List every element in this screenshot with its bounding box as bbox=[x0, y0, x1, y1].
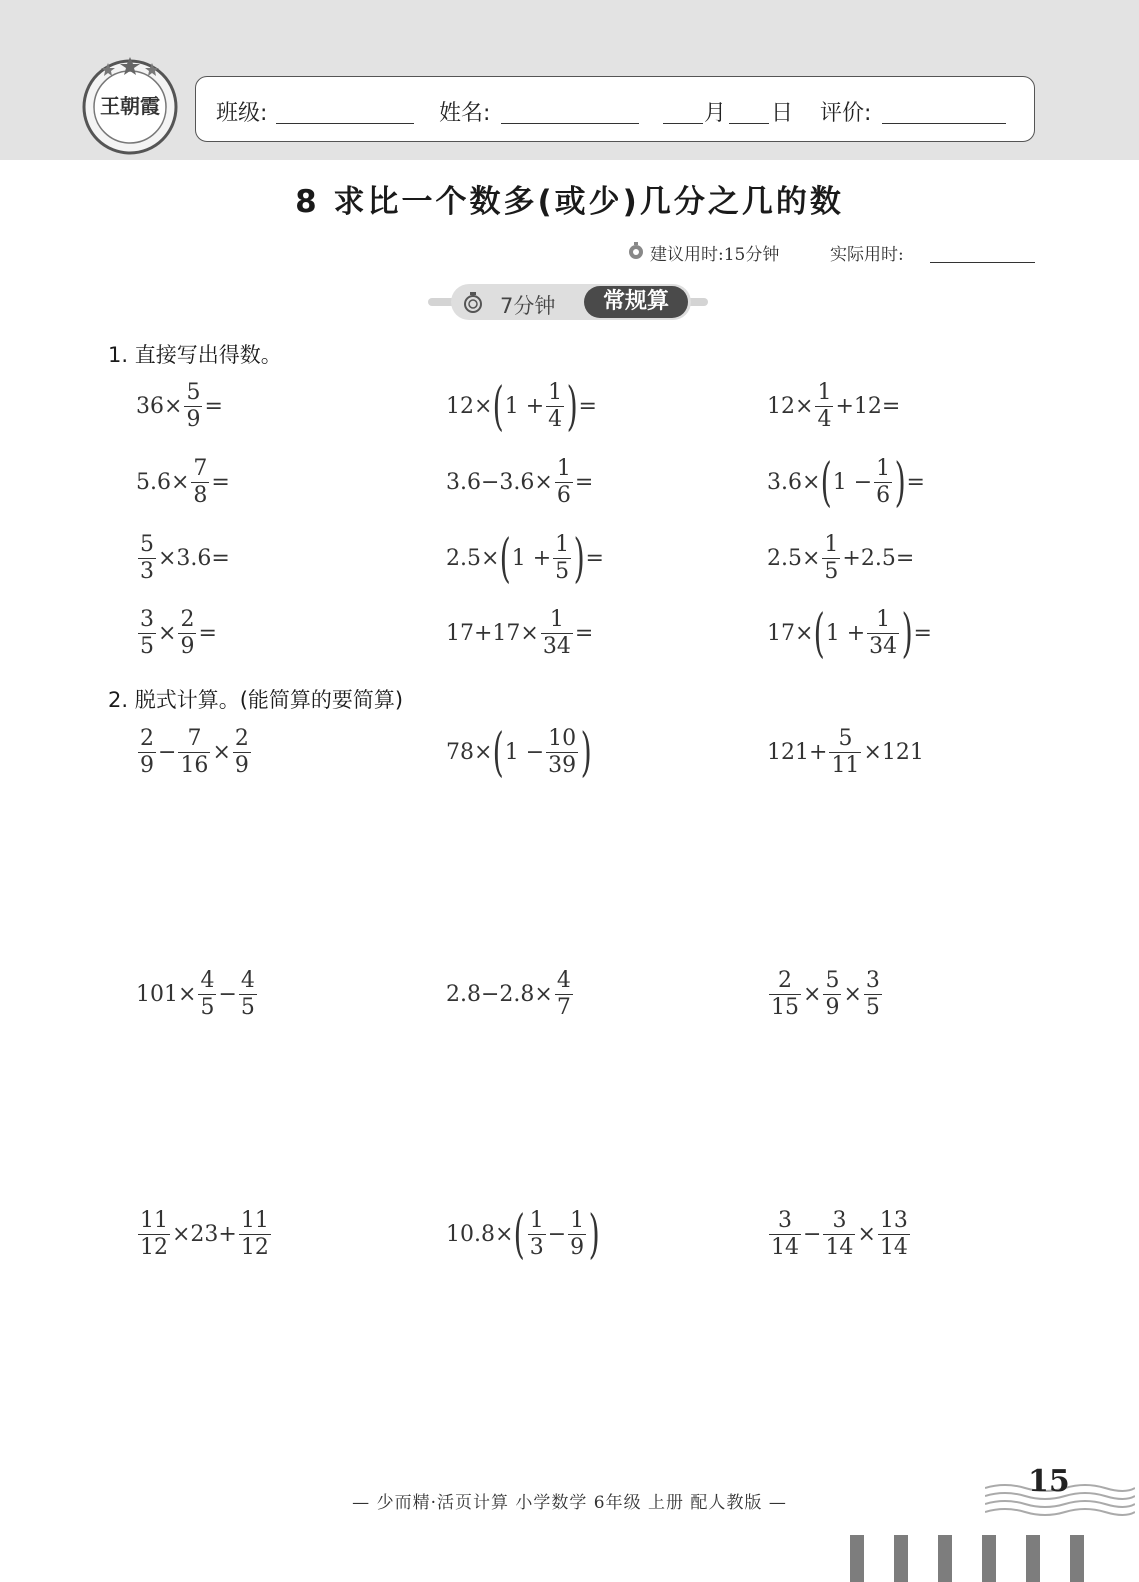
expression-term: − bbox=[547, 1222, 567, 1247]
fraction-denominator: 15 bbox=[771, 995, 799, 1020]
expression-term: − bbox=[218, 982, 237, 1007]
fraction-denominator: 34 bbox=[542, 634, 571, 659]
student-info-box bbox=[195, 76, 1035, 142]
fraction bbox=[829, 726, 861, 779]
expression-term: 121+ bbox=[767, 740, 828, 765]
day-field[interactable] bbox=[729, 123, 769, 124]
fraction-numerator: 5 bbox=[838, 726, 853, 751]
fraction bbox=[555, 968, 573, 1021]
expression-term: 17× bbox=[767, 621, 814, 646]
q2_exprs-expression bbox=[136, 1208, 273, 1261]
fraction-denominator: 5 bbox=[140, 634, 154, 659]
fraction bbox=[546, 726, 578, 779]
fraction-numerator: 1 bbox=[556, 456, 571, 481]
expression-term: = bbox=[574, 621, 594, 646]
parenthesis: ( bbox=[513, 1204, 526, 1265]
q2_exprs-expression bbox=[446, 1204, 600, 1265]
expression-term: +2.5= bbox=[842, 546, 915, 571]
expression-term: 101× bbox=[136, 982, 197, 1007]
q2_exprs-expression bbox=[446, 968, 575, 1021]
expression-term: 3.6−3.6× bbox=[446, 470, 553, 495]
fraction-numerator: 4 bbox=[200, 968, 215, 993]
fraction-numerator: 2 bbox=[234, 726, 249, 751]
q1_exprs-expression bbox=[446, 607, 593, 660]
fraction-denominator: 39 bbox=[548, 753, 577, 778]
fraction bbox=[178, 607, 196, 660]
parenthesis: ( bbox=[814, 603, 826, 664]
question-1-title: 1. 直接写出得数。 bbox=[108, 343, 282, 367]
fraction-denominator: 8 bbox=[193, 483, 208, 508]
expression-term: 1 − bbox=[832, 470, 873, 495]
expression-term: 5.6× bbox=[136, 470, 190, 495]
expression-term: 2.8−2.8× bbox=[446, 982, 553, 1007]
parenthesis: ) bbox=[894, 452, 906, 513]
fraction bbox=[138, 532, 156, 585]
expression-term: 3.6× bbox=[767, 470, 821, 495]
q1_exprs-expression bbox=[136, 607, 217, 660]
eval-field[interactable] bbox=[882, 123, 1006, 124]
fraction bbox=[191, 456, 209, 509]
fraction-denominator: 6 bbox=[556, 483, 571, 508]
fraction-numerator: 3 bbox=[140, 607, 154, 632]
month-label: 月 bbox=[704, 101, 727, 126]
fraction bbox=[553, 532, 571, 585]
fraction-numerator: 1 bbox=[876, 607, 891, 632]
fraction-denominator: 9 bbox=[234, 753, 249, 778]
expression-term: − bbox=[803, 1222, 822, 1247]
fraction-numerator: 13 bbox=[879, 1208, 908, 1233]
expression-term: 2.5× bbox=[446, 546, 500, 571]
fraction bbox=[239, 1208, 271, 1261]
fraction-denominator: 14 bbox=[771, 1235, 799, 1260]
fraction-numerator: 1 bbox=[549, 607, 564, 632]
expression-term: 1 + bbox=[825, 621, 866, 646]
fraction bbox=[184, 380, 202, 433]
expression-term: × bbox=[857, 1222, 876, 1247]
expression-term: − bbox=[158, 740, 177, 765]
fraction-numerator: 1 bbox=[529, 1208, 544, 1233]
fraction-denominator: 4 bbox=[817, 407, 832, 432]
q1_exprs-expression bbox=[136, 532, 230, 585]
fraction-numerator: 3 bbox=[865, 968, 880, 993]
parenthesis: ) bbox=[588, 1204, 600, 1265]
eval-label: 评价: bbox=[820, 101, 872, 126]
fraction bbox=[822, 532, 840, 585]
section-time: 7分钟 bbox=[500, 294, 556, 318]
expression-term: × bbox=[212, 740, 231, 765]
actual-time-label: 实际用时: bbox=[830, 245, 904, 265]
fraction bbox=[178, 726, 210, 779]
fraction-denominator: 5 bbox=[865, 995, 880, 1020]
expression-term: 17+17× bbox=[446, 621, 539, 646]
q1_exprs-expression bbox=[446, 528, 604, 589]
fraction bbox=[864, 968, 882, 1021]
fraction bbox=[823, 968, 841, 1021]
q1_exprs-expression bbox=[767, 532, 914, 585]
fraction bbox=[555, 456, 573, 509]
fraction bbox=[874, 456, 892, 509]
fraction-numerator: 5 bbox=[825, 968, 840, 993]
name-label: 姓名: bbox=[439, 101, 491, 126]
expression-term: 78× bbox=[446, 740, 493, 765]
class-label: 班级: bbox=[216, 101, 268, 126]
fraction-numerator: 1 bbox=[555, 532, 570, 557]
actual-time-field[interactable] bbox=[930, 262, 1035, 263]
expression-term: ×121 bbox=[863, 740, 924, 765]
fraction bbox=[233, 726, 251, 779]
q1_exprs-expression bbox=[446, 376, 597, 437]
fraction-numerator: 3 bbox=[832, 1208, 847, 1233]
expression-term: 10.8× bbox=[446, 1222, 514, 1247]
fraction-denominator: 5 bbox=[824, 559, 839, 584]
fraction-denominator: 7 bbox=[556, 995, 571, 1020]
parenthesis: ) bbox=[901, 603, 913, 664]
expression-term: ×3.6= bbox=[158, 546, 230, 571]
expression-term: × bbox=[803, 982, 822, 1007]
q2_exprs-expression bbox=[767, 726, 924, 779]
parenthesis: ( bbox=[499, 528, 512, 589]
fraction bbox=[138, 726, 156, 779]
fraction-numerator: 5 bbox=[140, 532, 154, 557]
fraction bbox=[138, 607, 156, 660]
fraction bbox=[769, 1208, 801, 1261]
edge-tab-bar bbox=[1026, 1535, 1040, 1582]
q2_exprs-expression bbox=[136, 968, 259, 1021]
clock-icon bbox=[626, 241, 646, 261]
fraction-numerator: 10 bbox=[548, 726, 577, 751]
fraction-numerator: 1 bbox=[570, 1208, 585, 1233]
q2_exprs-expression bbox=[136, 726, 253, 779]
fraction-numerator: 1 bbox=[876, 456, 891, 481]
fraction-denominator: 4 bbox=[548, 407, 563, 432]
fraction-denominator: 16 bbox=[180, 753, 209, 778]
fraction-numerator: 11 bbox=[240, 1208, 269, 1233]
page-number: 15 bbox=[1028, 1464, 1070, 1499]
expression-term: = bbox=[585, 546, 604, 571]
q1_exprs-expression bbox=[136, 456, 230, 509]
edge-tab-bar bbox=[894, 1535, 908, 1582]
fraction-denominator: 11 bbox=[831, 753, 860, 778]
q2_exprs-expression bbox=[767, 1208, 912, 1261]
fraction-denominator: 5 bbox=[240, 995, 255, 1020]
parenthesis: ( bbox=[820, 452, 833, 513]
fraction-denominator: 34 bbox=[869, 634, 898, 659]
fraction bbox=[867, 607, 899, 660]
footer-text: — 少而精·活页计算 小学数学 6年级 上册 配人教版 — bbox=[352, 1493, 787, 1513]
fraction-denominator: 3 bbox=[140, 559, 154, 584]
q1_exprs-expression bbox=[767, 452, 925, 513]
expression-term: 12× bbox=[767, 394, 814, 419]
q2_exprs-expression bbox=[767, 968, 884, 1021]
expression-term: = bbox=[578, 394, 597, 419]
fraction-numerator: 4 bbox=[240, 968, 255, 993]
q2_exprs-expression bbox=[446, 722, 592, 783]
fraction bbox=[769, 968, 801, 1021]
expression-term: 1 + bbox=[504, 394, 545, 419]
fraction bbox=[878, 1208, 910, 1261]
q1_exprs-expression bbox=[446, 456, 593, 509]
fraction bbox=[546, 380, 564, 433]
parenthesis: ( bbox=[493, 376, 505, 437]
class-field[interactable] bbox=[276, 123, 414, 124]
section-label: 常规算 bbox=[584, 286, 688, 318]
fraction-denominator: 3 bbox=[529, 1235, 544, 1260]
suggested-time: 建议用时:15分钟 bbox=[650, 245, 780, 265]
fraction-numerator: 2 bbox=[778, 968, 792, 993]
expression-term: 12× bbox=[446, 394, 493, 419]
expression-term: 36× bbox=[136, 394, 183, 419]
expression-term: = bbox=[574, 470, 594, 495]
expression-term: = bbox=[204, 394, 223, 419]
fraction-numerator: 2 bbox=[180, 607, 195, 632]
fraction bbox=[568, 1208, 586, 1261]
expression-term: 1 + bbox=[511, 546, 552, 571]
parenthesis: ) bbox=[573, 528, 585, 589]
q1_exprs-expression bbox=[767, 380, 900, 433]
expression-term: +12= bbox=[835, 394, 901, 419]
fraction-numerator: 1 bbox=[817, 380, 832, 405]
parenthesis: ) bbox=[580, 722, 592, 783]
expression-term: 2.5× bbox=[767, 546, 821, 571]
fraction bbox=[815, 380, 833, 433]
fraction bbox=[528, 1208, 546, 1261]
day-label: 日 bbox=[771, 101, 794, 126]
fraction-denominator: 5 bbox=[555, 559, 570, 584]
edge-tab-bar bbox=[938, 1535, 952, 1582]
fraction-denominator: 14 bbox=[879, 1235, 908, 1260]
expression-term: × bbox=[843, 982, 862, 1007]
fraction-numerator: 1 bbox=[548, 380, 563, 405]
fraction-denominator: 9 bbox=[570, 1235, 585, 1260]
expression-term: × bbox=[158, 621, 177, 646]
edge-tab-bar bbox=[1070, 1535, 1084, 1582]
page-title: 8 求比一个数多(或少)几分之几的数 bbox=[295, 184, 844, 220]
fraction-numerator: 4 bbox=[556, 968, 571, 993]
expression-term: = bbox=[913, 621, 932, 646]
name-field[interactable] bbox=[501, 123, 639, 124]
fraction bbox=[138, 1208, 170, 1261]
q1_exprs-expression bbox=[136, 380, 223, 433]
fraction-denominator: 12 bbox=[240, 1235, 269, 1260]
fraction-numerator: 7 bbox=[187, 726, 202, 751]
q1_exprs-expression bbox=[767, 603, 932, 664]
fraction-denominator: 6 bbox=[876, 483, 891, 508]
fraction-denominator: 9 bbox=[825, 995, 840, 1020]
edge-tab-bar bbox=[850, 1535, 864, 1582]
expression-term: = bbox=[906, 470, 925, 495]
fraction-denominator: 12 bbox=[140, 1235, 168, 1260]
fraction bbox=[239, 968, 257, 1021]
fraction-numerator: 5 bbox=[186, 380, 201, 405]
expression-term: = bbox=[211, 470, 230, 495]
fraction bbox=[541, 607, 573, 660]
expression-term: 1 − bbox=[504, 740, 545, 765]
question-2-title: 2. 脱式计算。(能简算的要简算) bbox=[108, 688, 404, 712]
edge-tab-bar bbox=[982, 1535, 996, 1582]
fraction-denominator: 9 bbox=[186, 407, 201, 432]
expression-term: = bbox=[198, 621, 217, 646]
month-field[interactable] bbox=[663, 123, 703, 124]
fraction-numerator: 11 bbox=[140, 1208, 168, 1233]
fraction-numerator: 7 bbox=[193, 456, 208, 481]
fraction bbox=[823, 1208, 855, 1261]
expression-term: ×23+ bbox=[172, 1222, 237, 1247]
svg-text:王朝霞: 王朝霞 bbox=[100, 94, 160, 118]
fraction-numerator: 3 bbox=[778, 1208, 792, 1233]
fraction-denominator: 14 bbox=[825, 1235, 854, 1260]
fraction-denominator: 9 bbox=[180, 634, 195, 659]
publisher-logo bbox=[80, 55, 180, 155]
parenthesis: ) bbox=[566, 376, 578, 437]
fraction-numerator: 1 bbox=[824, 532, 839, 557]
parenthesis: ( bbox=[493, 722, 505, 783]
fraction-numerator: 2 bbox=[140, 726, 154, 751]
fraction-denominator: 5 bbox=[200, 995, 215, 1020]
stopwatch-icon bbox=[462, 290, 484, 314]
fraction bbox=[198, 968, 216, 1021]
fraction-denominator: 9 bbox=[140, 753, 154, 778]
